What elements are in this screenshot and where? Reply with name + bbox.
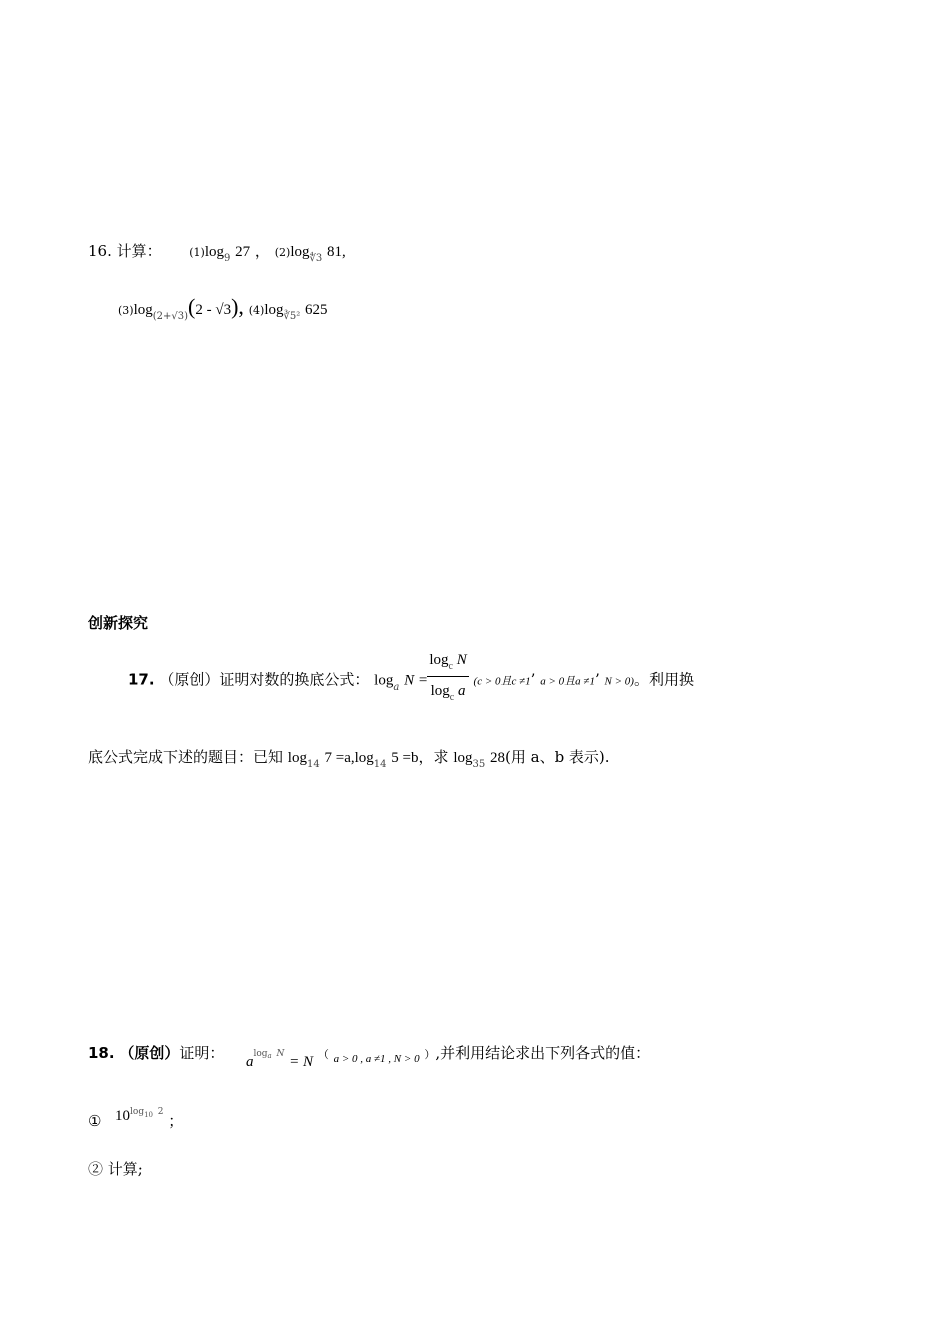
section-title: 创新探究 xyxy=(88,614,149,632)
q16-p3-base: (2+√3) xyxy=(152,311,189,322)
q17-target-log: log xyxy=(453,750,473,766)
q16-p4-log: log xyxy=(264,302,284,318)
q17-den-base: c xyxy=(449,692,455,703)
q17-tail: (用 a、b 表示). xyxy=(505,748,610,766)
q18-text2: ,并利用结论求出下列各式的值： xyxy=(435,1044,651,1062)
q17-given-sep: ，求 xyxy=(418,748,449,766)
q17-line2 xyxy=(88,746,610,770)
q17-line2-text: 底公式完成下述的题目：已知 xyxy=(88,748,284,766)
q18-number: 18. xyxy=(88,1044,115,1062)
q16-p4-label: (4) xyxy=(248,304,265,317)
q17-target-base: 35 xyxy=(472,759,486,770)
q16-p4-base: ∛5² xyxy=(283,311,301,322)
q17-cond2: a > 0且a ≠1 xyxy=(540,675,595,688)
q16-p4-arg: 625 xyxy=(305,302,328,318)
q17-cond-sep1: ’ xyxy=(530,670,536,689)
q17-num-base: c xyxy=(448,661,453,672)
q18-item2 xyxy=(88,1158,143,1179)
q17-fraction xyxy=(427,648,468,705)
q16-p2-label: (2) xyxy=(274,246,291,259)
q17-text1: 证明对数的换底公式： xyxy=(219,670,370,689)
q16-p2-base: ∜3 xyxy=(309,253,323,264)
q16-sep1: ， xyxy=(254,242,270,260)
q16-line1 xyxy=(88,240,346,264)
q18-text1: 证明： xyxy=(179,1044,225,1062)
q17-eq: = xyxy=(418,672,428,689)
q16-p1-log: log xyxy=(204,244,224,260)
q16-p3-label: (3) xyxy=(118,304,134,317)
q17-lhs-base: a xyxy=(393,681,400,693)
q18-lhs-exp-arg: N xyxy=(276,1049,285,1059)
q18-item1-exp-arg: 2 xyxy=(157,1107,164,1117)
q17-given2-log: log xyxy=(354,750,374,766)
q17-num-arg: N xyxy=(456,652,467,668)
q18-lhs-exp: log xyxy=(253,1049,268,1059)
q18-item1-exp: log xyxy=(130,1107,145,1117)
q16-p2-log: log xyxy=(290,244,310,260)
q18-item1-exp-base: 10 xyxy=(144,1111,153,1119)
q17-given1-base: 14 xyxy=(306,759,320,770)
q17-target-arg: 28 xyxy=(490,750,505,766)
q16-number: 16. xyxy=(88,242,112,260)
q17-tag: （原创） xyxy=(159,670,220,689)
q17-cond-sep2: ’ xyxy=(594,670,600,689)
q18-lhs-base: a xyxy=(245,1054,254,1070)
q18-item2-marker: ② xyxy=(88,1160,104,1178)
q16-line2 xyxy=(118,294,328,320)
q17-given1-log: log xyxy=(287,750,307,766)
q16-p1-arg: 27 xyxy=(235,244,251,260)
q17-den-arg: a xyxy=(457,683,466,699)
q17-given1-rest: 7 =a, xyxy=(324,750,355,766)
q17-text2: 。利用换 xyxy=(633,670,694,689)
q17-num-log: log xyxy=(429,652,449,668)
q16-p3-arg-open: ( xyxy=(188,294,196,319)
q16-p3-arg: 2 - √3 xyxy=(195,302,232,318)
q18-item1-base: 10 xyxy=(115,1108,131,1124)
q18-lhs-exp-base: a xyxy=(267,1052,272,1060)
q17-given2-rest: 5 =b xyxy=(391,750,419,766)
q18-item1-end: ； xyxy=(168,1112,184,1130)
q17-cond3: N > 0) xyxy=(604,675,634,688)
q17-den-log: log xyxy=(430,683,450,699)
q17-lhs-log: log xyxy=(374,672,394,689)
q18-cond-close: ） xyxy=(424,1048,436,1061)
q16-p3-arg-close: ), xyxy=(231,294,244,319)
q18-line1 xyxy=(88,1042,651,1070)
q18-tag: （原创） xyxy=(119,1044,180,1062)
q17-given2-base: 14 xyxy=(373,759,387,770)
q16-p3-log: log xyxy=(133,302,153,318)
q18-item1-marker: ① xyxy=(88,1112,102,1130)
q16-p1-label: (1) xyxy=(189,246,205,259)
q18-item1 xyxy=(88,1104,184,1130)
q18-item2-text: 计算; xyxy=(107,1160,143,1178)
q16-p2-arg: 81, xyxy=(327,244,346,260)
q18-cond: a > 0 , a ≠1 , N > 0 xyxy=(333,1053,420,1065)
q17-number: 17. xyxy=(128,670,155,689)
q17-cond1: (c > 0且c ≠1 xyxy=(473,675,531,688)
q17-line1 xyxy=(128,652,694,709)
q17-lhs-arg: N xyxy=(404,672,415,689)
q16-p1-base: 9 xyxy=(223,253,231,264)
q16-title: 计算： xyxy=(116,242,162,260)
q18-rhs: = N xyxy=(289,1054,314,1070)
q18-cond-open: （ xyxy=(317,1048,329,1061)
